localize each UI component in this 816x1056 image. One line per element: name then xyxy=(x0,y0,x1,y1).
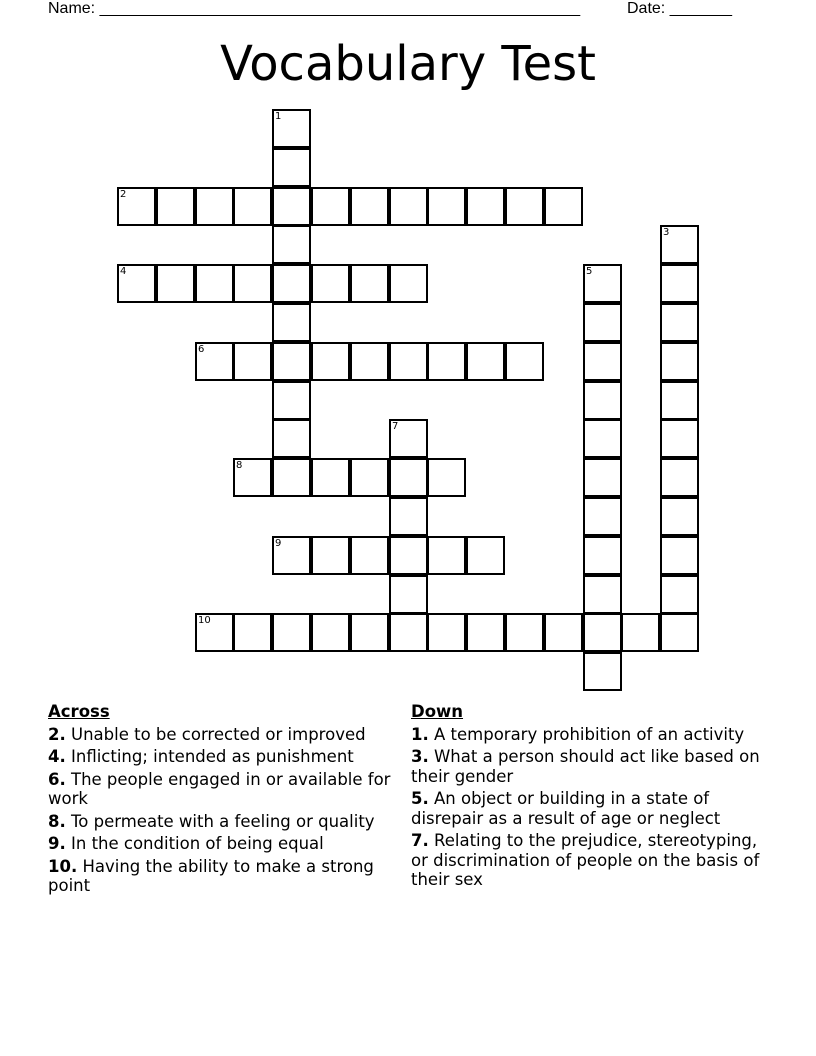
grid-cell[interactable] xyxy=(272,264,311,303)
grid-cell[interactable] xyxy=(311,458,350,497)
grid-cell[interactable] xyxy=(311,187,350,226)
grid-cell[interactable] xyxy=(583,652,622,691)
grid-cell[interactable] xyxy=(389,497,428,536)
grid-cell[interactable] xyxy=(195,613,234,652)
grid-cell[interactable] xyxy=(660,264,699,303)
grid-cell[interactable] xyxy=(660,536,699,575)
grid-cell[interactable] xyxy=(311,264,350,303)
grid-cell[interactable] xyxy=(195,342,234,381)
clue-number: 10 xyxy=(198,615,211,626)
name-field[interactable]: Name: ______________________________________________________ xyxy=(48,0,581,17)
clue-across-6: 6. The people engaged in or available for work xyxy=(48,769,391,808)
grid-cell[interactable] xyxy=(427,613,466,652)
grid-cell[interactable] xyxy=(272,109,311,148)
across-heading: Across xyxy=(48,702,110,721)
grid-cell[interactable] xyxy=(427,458,466,497)
grid-cell[interactable] xyxy=(350,458,389,497)
grid-cell[interactable] xyxy=(272,458,311,497)
grid-cell[interactable] xyxy=(272,381,311,420)
clue-number: 4 xyxy=(120,266,127,277)
grid-cell[interactable] xyxy=(350,536,389,575)
grid-cell[interactable] xyxy=(505,187,544,226)
grid-cell[interactable] xyxy=(583,264,622,303)
grid-cell[interactable] xyxy=(389,419,428,458)
grid-cell[interactable] xyxy=(583,381,622,420)
clue-number: 7 xyxy=(392,421,399,432)
grid-cell[interactable] xyxy=(505,342,544,381)
grid-cell[interactable] xyxy=(311,342,350,381)
grid-cell[interactable] xyxy=(389,342,428,381)
grid-cell[interactable] xyxy=(156,264,195,303)
grid-cell[interactable] xyxy=(660,497,699,536)
grid-cell[interactable] xyxy=(660,225,699,264)
grid-cell[interactable] xyxy=(233,187,272,226)
clue-across-10: 10. Having the ability to make a strong point xyxy=(48,856,374,895)
grid-cell[interactable] xyxy=(350,187,389,226)
grid-cell[interactable] xyxy=(466,613,505,652)
grid-cell[interactable] xyxy=(583,575,622,614)
grid-cell[interactable] xyxy=(583,613,622,652)
grid-cell[interactable] xyxy=(583,497,622,536)
grid-cell[interactable] xyxy=(389,458,428,497)
grid-cell[interactable] xyxy=(621,613,660,652)
grid-cell[interactable] xyxy=(117,264,156,303)
grid-cell[interactable] xyxy=(233,342,272,381)
grid-cell[interactable] xyxy=(272,148,311,187)
clues-down xyxy=(411,702,761,893)
grid-cell[interactable] xyxy=(272,419,311,458)
grid-cell[interactable] xyxy=(195,264,234,303)
clue-number: 8 xyxy=(236,460,243,471)
page-title: Vocabulary Test xyxy=(220,36,596,92)
clue-number: 3 xyxy=(663,227,670,238)
clue-number: 6 xyxy=(198,344,205,355)
clue-across-8: 8. To permeate with a feeling or quality xyxy=(48,811,375,831)
grid-cell[interactable] xyxy=(466,342,505,381)
grid-cell[interactable] xyxy=(272,536,311,575)
clue-down-7: 7. Relating to the prejudice, stereotyping, or discrimination of people on the basis of their sex xyxy=(411,831,760,889)
grid-cell[interactable] xyxy=(389,613,428,652)
grid-cell[interactable] xyxy=(272,342,311,381)
grid-cell[interactable] xyxy=(466,536,505,575)
clue-down-3: 3. What a person should act like based on their gender xyxy=(411,747,760,786)
clue-across-2: 2. Unable to be corrected or improved xyxy=(48,724,366,744)
grid-cell[interactable] xyxy=(583,303,622,342)
clue-number: 2 xyxy=(120,189,127,200)
grid-cell[interactable] xyxy=(544,187,583,226)
grid-cell[interactable] xyxy=(660,303,699,342)
grid-cell[interactable] xyxy=(660,381,699,420)
clue-across-9: 9. In the condition of being equal xyxy=(48,834,324,853)
grid-cell[interactable] xyxy=(233,264,272,303)
grid-cell[interactable] xyxy=(350,613,389,652)
grid-cell[interactable] xyxy=(660,575,699,614)
grid-cell[interactable] xyxy=(427,536,466,575)
clues-across xyxy=(48,702,393,899)
clue-number: 1 xyxy=(275,111,282,122)
clue-down-1: 1. A temporary prohibition of an activity xyxy=(411,724,745,744)
grid-cell[interactable] xyxy=(117,187,156,226)
grid-cell[interactable] xyxy=(389,536,428,575)
grid-cell[interactable] xyxy=(195,187,234,226)
grid-cell[interactable] xyxy=(350,264,389,303)
grid-cell[interactable] xyxy=(466,187,505,226)
grid-cell[interactable] xyxy=(583,536,622,575)
grid-cell[interactable] xyxy=(583,342,622,381)
grid-cell[interactable] xyxy=(427,187,466,226)
grid-cell[interactable] xyxy=(156,187,195,226)
down-heading: Down xyxy=(411,702,464,721)
grid-cell[interactable] xyxy=(389,264,428,303)
grid-cell[interactable] xyxy=(583,458,622,497)
grid-cell[interactable] xyxy=(660,419,699,458)
grid-cell[interactable] xyxy=(272,225,311,264)
grid-cell[interactable] xyxy=(544,613,583,652)
clue-across-4: 4. Inflicting; intended as punishment xyxy=(48,747,354,766)
clue-down-5: 5. An object or building in a state of disrepair as a result of age or neglect xyxy=(411,789,721,828)
grid-cell[interactable] xyxy=(311,613,350,652)
grid-cell[interactable] xyxy=(389,575,428,614)
grid-cell[interactable] xyxy=(660,342,699,381)
grid-cell[interactable] xyxy=(660,613,699,652)
grid-cell[interactable] xyxy=(233,613,272,652)
grid-cell[interactable] xyxy=(427,342,466,381)
grid-cell[interactable] xyxy=(272,613,311,652)
grid-cell[interactable] xyxy=(233,458,272,497)
clue-number: 9 xyxy=(275,538,282,549)
grid-cell[interactable] xyxy=(272,303,311,342)
grid-cell[interactable] xyxy=(389,187,428,226)
grid-cell[interactable] xyxy=(505,613,544,652)
clue-number: 5 xyxy=(586,266,593,277)
grid-cell[interactable] xyxy=(660,458,699,497)
grid-cell[interactable] xyxy=(583,419,622,458)
date-field[interactable]: Date: _______ xyxy=(627,0,732,17)
grid-cell[interactable] xyxy=(272,187,311,226)
grid-cell[interactable] xyxy=(350,342,389,381)
grid-cell[interactable] xyxy=(311,536,350,575)
